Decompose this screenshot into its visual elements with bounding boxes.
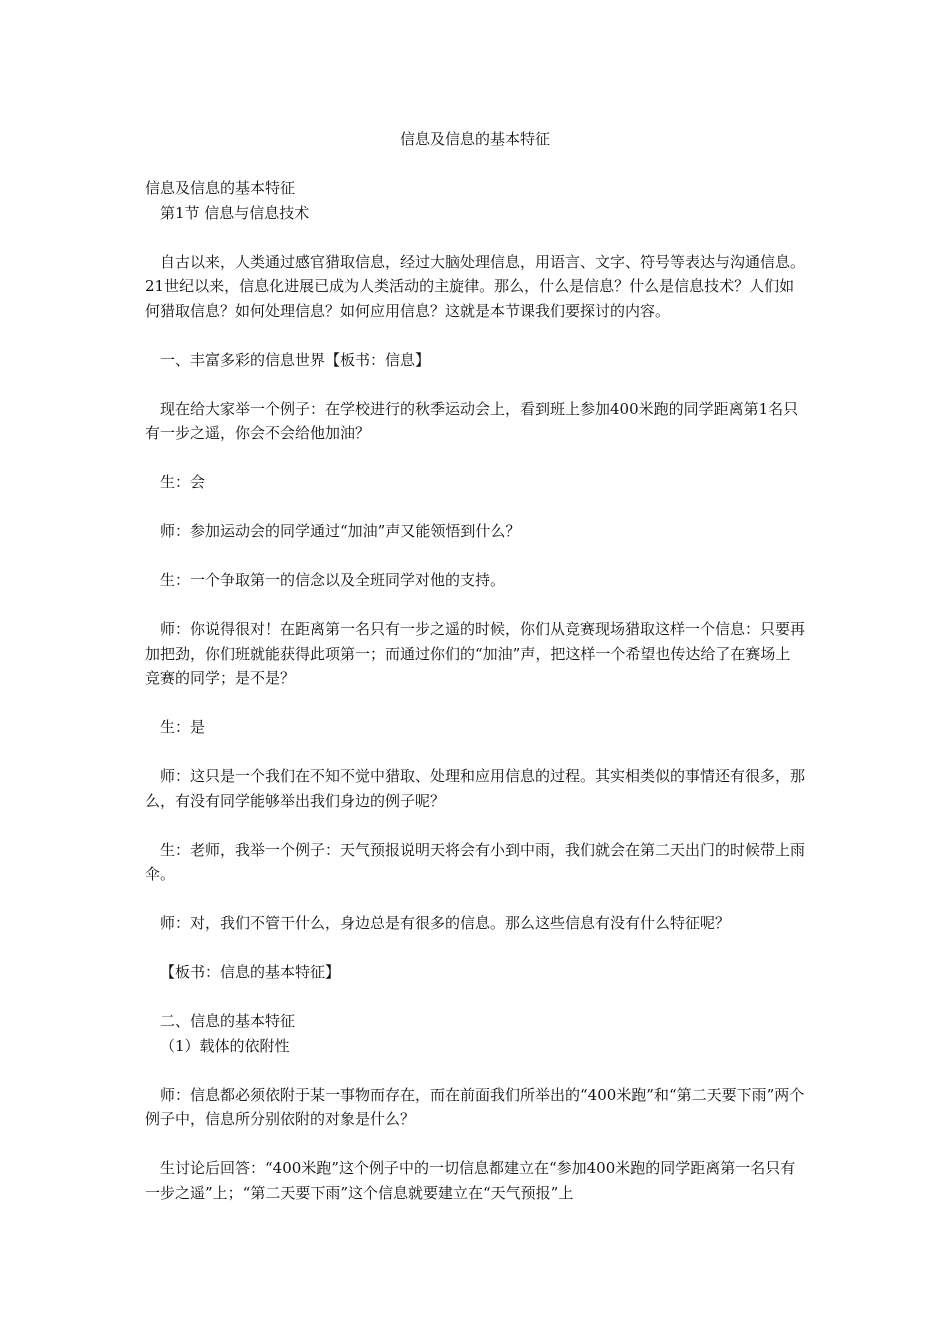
paragraph-dialogue: 生：一个争取第一的信念以及全班同学对他的支持。 [160,571,506,589]
paragraph-heading: 信息及信息的基本特征 [145,179,296,197]
paragraph-dialogue: 生讨论后回答：“400米跑”这个例子中的一切信息都建立在“参加400米跑的同学距离第一名只有一步之遥”上；“第二天要下雨”这个信息就要建立在“天气预报”上 [145,1159,796,1202]
paragraph-dialogue: 师：信息都必须依附于某一事物而存在，而在前面我们所举出的“400米跑”和“第二天要下雨”两个例子中，信息所分别依附的对象是什么？ [145,1085,805,1128]
paragraph-dialogue: 生：会 [160,473,206,491]
paragraph-example: 现在给大家举一个例子：在学校进行的秋季运动会上，看到班上参加400米跑的同学距离第1名只有一步之遥，你会不会给他加油？ [145,399,799,442]
paragraph-dialogue: 师：对，我们不管干什么，身边总是有很多的信息。那么这些信息有没有什么特征呢？ [160,914,731,932]
paragraph-subheading: （1）载体的依附性 [160,1036,290,1055]
document-title: 信息及信息的基本特征 [399,130,550,148]
paragraph-dialogue: 师：参加运动会的同学通过“加油”声又能领悟到什么？ [160,522,521,540]
paragraph-dialogue: 生：是 [160,718,206,736]
paragraph-section: 第1节 信息与信息技术 [160,203,310,222]
document-body [145,176,805,1205]
paragraph-intro: 自古以来，人类通过感官猎取信息，经过大脑处理信息，用语言、文字、符号等表达与沟通信息。21世纪以来，信息化进展已成为人类活动的主旋律。那么，什么是信息？什么是信息技术？人们如何猎取信息？如何处理信息？如何应用信息？这就是本节课我们要探讨的内容。 [145,252,806,320]
paragraph-heading-two: 二、信息的基本特征 [160,1012,296,1030]
paragraph-heading-one: 一、丰富多彩的信息世界【板书：信息】 [160,350,431,369]
paragraph-dialogue: 师：你说得很对！在距离第一名只有一步之遥的时候，你们从竞赛现场猎取这样一个信息：只要再加把劲，你们班就能获得此项第一；而通过你们的“加油”声，把这样一个希望也传达给了在赛场上竞赛的同学；是不是？ [145,620,806,687]
paragraph-dialogue: 生：老师，我举一个例子：天气预报说明天将会有小到中雨，我们就会在第二天出门的时候带上雨伞。 [145,840,806,883]
paragraph-board-note: 【板书：信息的基本特征】 [160,963,341,981]
paragraph-dialogue: 师：这只是一个我们在不知不觉中猎取、处理和应用信息的过程。其实相类似的事情还有很多，那么，有没有同学能够举出我们身边的例子呢？ [145,767,806,810]
